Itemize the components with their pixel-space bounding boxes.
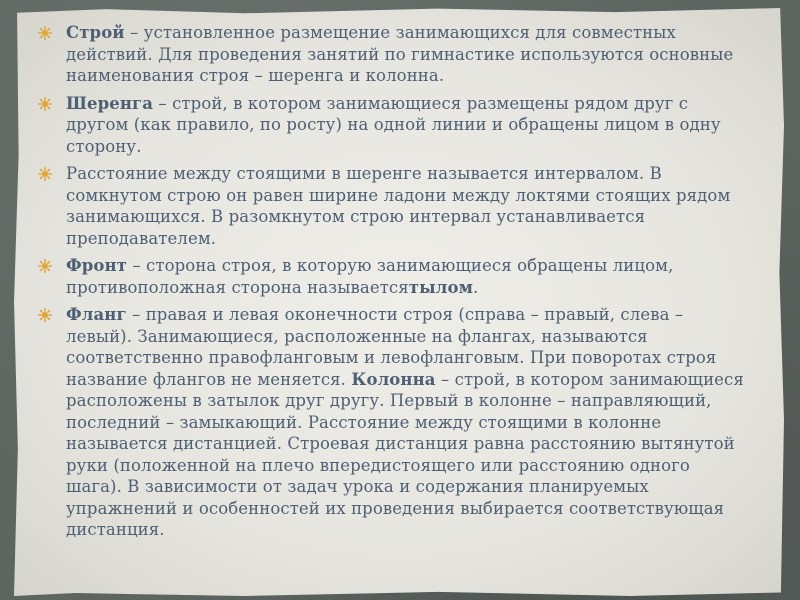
list-item-interval (36, 163, 748, 249)
term-kolonna: Колонна (351, 369, 436, 389)
term-front: Фронт (66, 256, 127, 275)
term-stroy: Строй (66, 23, 125, 42)
sun-bullet-icon (38, 97, 52, 111)
sun-bullet-icon (38, 26, 52, 40)
definition-text: – правая и левая оконечности строя (справа – правый, слева – левый). Занимающиеся, расположенные на флангах, называются соответственно правофланговым и левофланговым. При поворотах строя название флангов не меняется. (66, 305, 717, 389)
sun-bullet-icon (38, 259, 52, 273)
definition-text: Расстояние между стоящими в шеренге называется интервалом. В сомкнутом строю он равен ширине ладони между локтями стоящих рядом занимающихся. В разомкнутом строю интервал устанавливается преподавателем. (66, 164, 731, 248)
definition-text: – сторона строя, в которую занимающиеся обращены лицом, противоположная сторона называется (66, 256, 674, 297)
term-flank: Фланг (66, 305, 127, 324)
definition-text: – установленное размещение занимающихся для совместных действий. Для проведения занятий по гимнастике используются основные наименования строя – шеренга и колонна. (66, 23, 734, 85)
list-item-flank (36, 304, 748, 541)
list-item-front (36, 255, 748, 298)
sun-bullet-icon (38, 308, 52, 322)
slide-content (36, 22, 748, 547)
definition-text: – строй, в котором занимающиеся размещены рядом друг с другом (как правило, по росту) на одной линии и обращены лицом в одну сторону. (66, 93, 721, 156)
definition-text-end: – строй, в котором занимающиеся расположены в затылок друг другу. Первый в колонне – направляющий, последний – замыкающий. Расстояние между стоящими в колонне называется дистанцией. Строевая дистанция равна расстоянию вытянутой руки (положенной на плечо впередистоящего или расстоянию одного шага). В зависимости от задач урока и содержания планируемых упражнений и особенностей их проведения выбирается соответствующая дистанция. (66, 369, 744, 539)
definition-text-end: . (473, 277, 479, 297)
list-item-stroy (36, 22, 748, 87)
term-sherenga: Шеренга (66, 93, 154, 113)
term-tyl: тылом (408, 277, 474, 297)
sun-bullet-icon (38, 167, 52, 181)
list-item-sherenga (36, 93, 748, 158)
